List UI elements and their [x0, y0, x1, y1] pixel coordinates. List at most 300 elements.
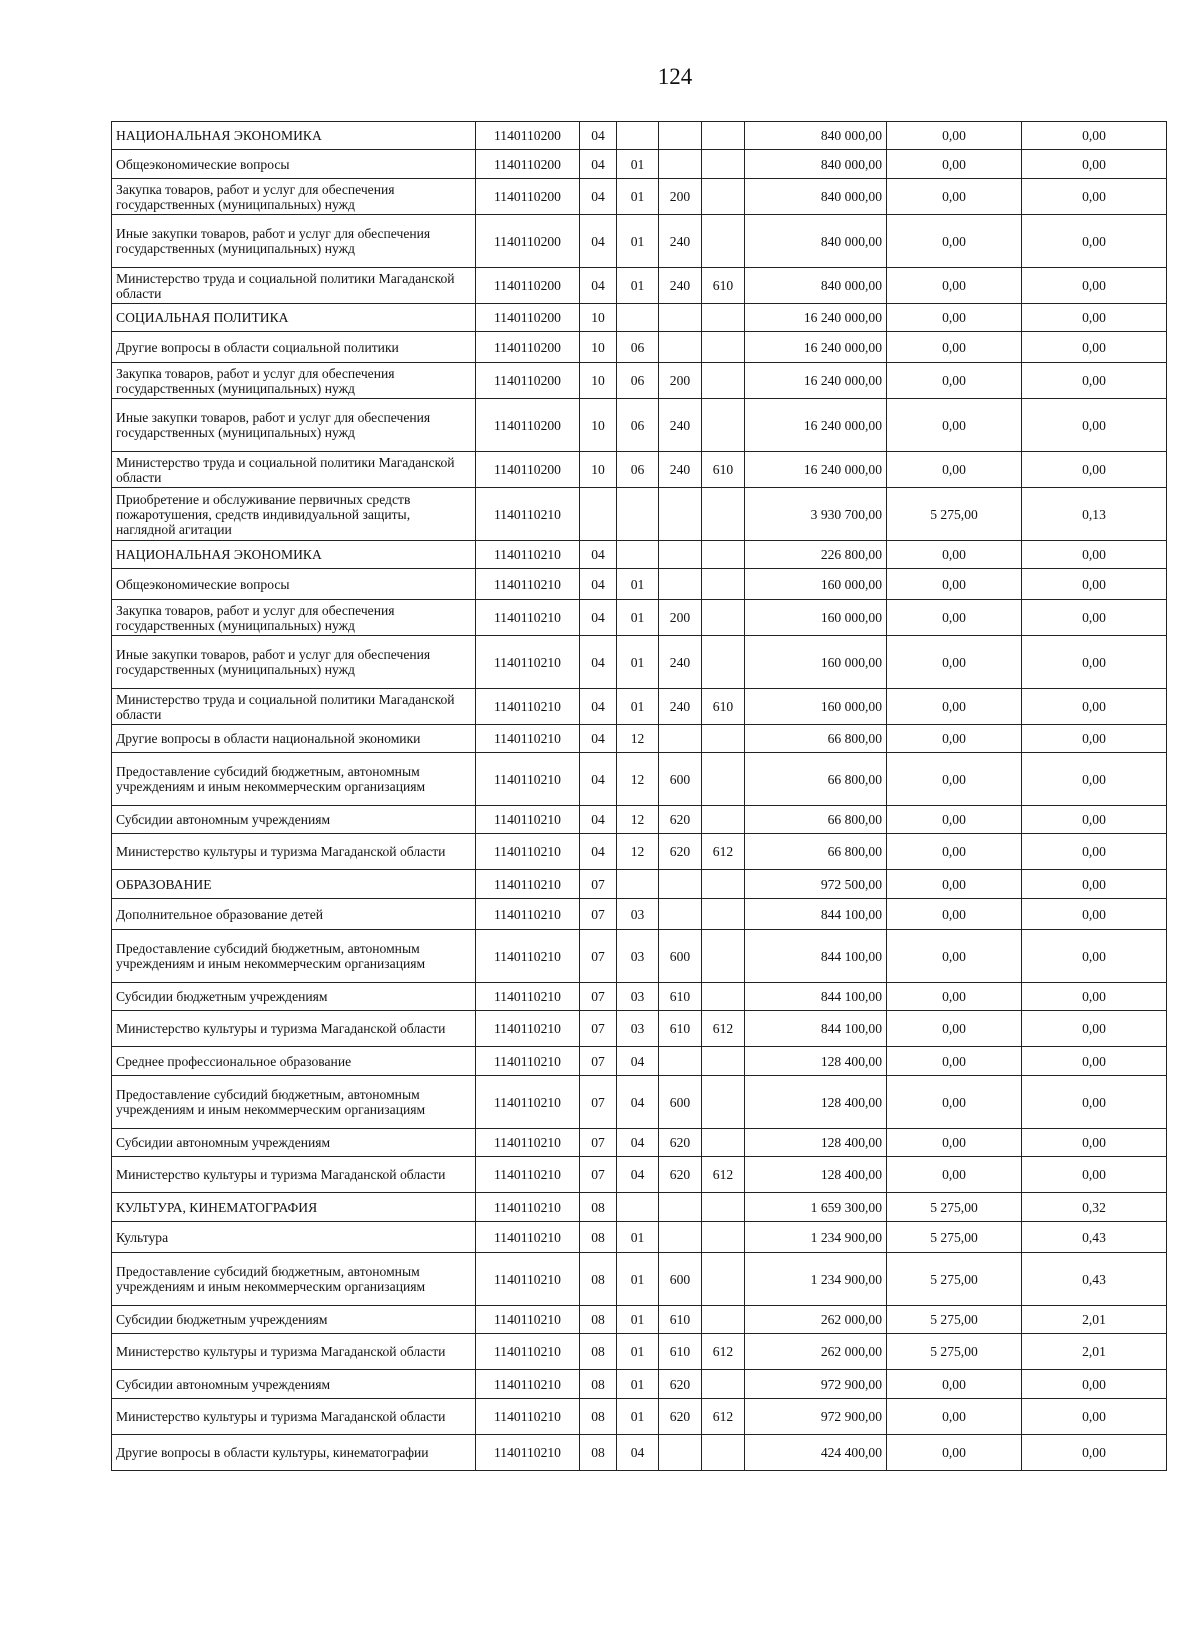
row-section-code: 04 [580, 541, 617, 569]
row-plan-amount: 128 400,00 [745, 1076, 887, 1129]
row-section-code: 08 [580, 1399, 617, 1435]
row-executed-amount: 0,00 [887, 399, 1022, 452]
row-subsection-code: 04 [617, 1157, 659, 1193]
table-row [112, 569, 1167, 600]
row-grbs-code: 612 [702, 1157, 745, 1193]
row-percent: 0,00 [1022, 1011, 1167, 1047]
row-section-code: 04 [580, 806, 617, 834]
row-percent: 0,00 [1022, 600, 1167, 636]
row-percent: 0,00 [1022, 150, 1167, 179]
row-expense-type-code: 620 [659, 834, 702, 870]
row-percent: 0,00 [1022, 268, 1167, 304]
row-grbs-code [702, 1370, 745, 1399]
row-section-code: 04 [580, 834, 617, 870]
table-row [112, 636, 1167, 689]
row-csr-code: 1140110200 [476, 452, 580, 488]
row-percent: 0,13 [1022, 488, 1167, 541]
row-plan-amount: 1 234 900,00 [745, 1253, 887, 1306]
row-csr-code: 1140110210 [476, 636, 580, 689]
row-section-code: 08 [580, 1253, 617, 1306]
row-csr-code: 1140110200 [476, 399, 580, 452]
row-name: Министерство культуры и туризма Магаданской области [112, 1399, 476, 1435]
row-expense-type-code: 200 [659, 363, 702, 399]
row-plan-amount: 840 000,00 [745, 268, 887, 304]
row-executed-amount: 0,00 [887, 834, 1022, 870]
row-plan-amount: 972 900,00 [745, 1399, 887, 1435]
row-subsection-code: 01 [617, 268, 659, 304]
row-plan-amount: 16 240 000,00 [745, 332, 887, 363]
row-grbs-code [702, 215, 745, 268]
row-subsection-code: 12 [617, 725, 659, 753]
row-grbs-code [702, 488, 745, 541]
row-csr-code: 1140110200 [476, 332, 580, 363]
row-grbs-code [702, 399, 745, 452]
table-row [112, 899, 1167, 930]
table-row [112, 1157, 1167, 1193]
row-csr-code: 1140110210 [476, 1435, 580, 1471]
row-expense-type-code: 240 [659, 399, 702, 452]
table-row [112, 834, 1167, 870]
row-executed-amount: 5 275,00 [887, 1193, 1022, 1222]
row-percent: 2,01 [1022, 1306, 1167, 1334]
row-percent: 0,00 [1022, 806, 1167, 834]
row-section-code: 04 [580, 150, 617, 179]
row-name: СОЦИАЛЬНАЯ ПОЛИТИКА [112, 304, 476, 332]
row-grbs-code [702, 899, 745, 930]
row-subsection-code [617, 488, 659, 541]
row-csr-code: 1140110200 [476, 215, 580, 268]
page-number: 124 [657, 64, 693, 89]
row-executed-amount: 0,00 [887, 215, 1022, 268]
row-grbs-code [702, 1129, 745, 1157]
row-percent: 0,00 [1022, 304, 1167, 332]
budget-table [111, 121, 1167, 1471]
table-row [112, 179, 1167, 215]
table-row [112, 268, 1167, 304]
row-csr-code: 1140110210 [476, 569, 580, 600]
row-plan-amount: 3 930 700,00 [745, 488, 887, 541]
row-expense-type-code: 620 [659, 1370, 702, 1399]
row-percent: 0,00 [1022, 1399, 1167, 1435]
row-grbs-code [702, 870, 745, 899]
table-row [112, 399, 1167, 452]
row-name: КУЛЬТУРА, КИНЕМАТОГРАФИЯ [112, 1193, 476, 1222]
row-plan-amount: 844 100,00 [745, 983, 887, 1011]
row-section-code [580, 488, 617, 541]
row-csr-code: 1140110210 [476, 488, 580, 541]
row-expense-type-code: 610 [659, 1334, 702, 1370]
row-executed-amount: 0,00 [887, 541, 1022, 569]
row-section-code: 07 [580, 1129, 617, 1157]
row-executed-amount: 0,00 [887, 689, 1022, 725]
row-expense-type-code: 620 [659, 1399, 702, 1435]
table-row [112, 806, 1167, 834]
row-executed-amount: 0,00 [887, 179, 1022, 215]
row-grbs-code [702, 332, 745, 363]
row-percent: 0,32 [1022, 1193, 1167, 1222]
row-executed-amount: 0,00 [887, 1047, 1022, 1076]
row-percent: 0,00 [1022, 122, 1167, 150]
row-expense-type-code: 240 [659, 689, 702, 725]
row-executed-amount: 0,00 [887, 1435, 1022, 1471]
row-subsection-code [617, 1193, 659, 1222]
row-grbs-code [702, 983, 745, 1011]
row-executed-amount: 0,00 [887, 452, 1022, 488]
row-section-code: 04 [580, 689, 617, 725]
row-name: Иные закупки товаров, работ и услуг для обеспечения государственных (муниципальных) нужд [112, 636, 476, 689]
row-executed-amount: 0,00 [887, 332, 1022, 363]
row-expense-type-code: 240 [659, 268, 702, 304]
table-row [112, 1011, 1167, 1047]
row-subsection-code [617, 304, 659, 332]
row-grbs-code [702, 179, 745, 215]
row-section-code: 07 [580, 930, 617, 983]
table-row [112, 215, 1167, 268]
row-subsection-code: 01 [617, 1306, 659, 1334]
row-csr-code: 1140110210 [476, 1047, 580, 1076]
row-plan-amount: 128 400,00 [745, 1047, 887, 1076]
row-grbs-code: 612 [702, 1399, 745, 1435]
row-name: Другие вопросы в области культуры, кинематографии [112, 1435, 476, 1471]
row-plan-amount: 1 659 300,00 [745, 1193, 887, 1222]
row-csr-code: 1140110210 [476, 930, 580, 983]
row-grbs-code [702, 304, 745, 332]
row-expense-type-code: 620 [659, 806, 702, 834]
row-executed-amount: 0,00 [887, 363, 1022, 399]
row-grbs-code [702, 122, 745, 150]
row-name: Министерство культуры и туризма Магаданской области [112, 1334, 476, 1370]
row-grbs-code [702, 541, 745, 569]
row-name: НАЦИОНАЛЬНАЯ ЭКОНОМИКА [112, 541, 476, 569]
row-expense-type-code [659, 488, 702, 541]
row-name: Закупка товаров, работ и услуг для обеспечения государственных (муниципальных) нужд [112, 179, 476, 215]
row-name: Культура [112, 1222, 476, 1253]
row-plan-amount: 1 234 900,00 [745, 1222, 887, 1253]
budget-table-body [112, 122, 1167, 1471]
row-name: Другие вопросы в области социальной политики [112, 332, 476, 363]
row-plan-amount: 972 500,00 [745, 870, 887, 899]
row-percent: 0,00 [1022, 541, 1167, 569]
row-section-code: 07 [580, 899, 617, 930]
row-plan-amount: 844 100,00 [745, 930, 887, 983]
row-subsection-code: 03 [617, 983, 659, 1011]
row-expense-type-code: 610 [659, 983, 702, 1011]
row-section-code: 10 [580, 332, 617, 363]
row-expense-type-code: 620 [659, 1157, 702, 1193]
row-expense-type-code: 600 [659, 930, 702, 983]
row-plan-amount: 16 240 000,00 [745, 399, 887, 452]
row-plan-amount: 16 240 000,00 [745, 452, 887, 488]
row-section-code: 07 [580, 870, 617, 899]
row-section-code: 04 [580, 600, 617, 636]
row-csr-code: 1140110210 [476, 1076, 580, 1129]
table-row [112, 304, 1167, 332]
table-row [112, 983, 1167, 1011]
row-executed-amount: 0,00 [887, 1011, 1022, 1047]
row-section-code: 08 [580, 1222, 617, 1253]
row-executed-amount: 0,00 [887, 870, 1022, 899]
row-name: Общеэкономические вопросы [112, 150, 476, 179]
row-executed-amount: 0,00 [887, 899, 1022, 930]
row-expense-type-code: 610 [659, 1011, 702, 1047]
row-subsection-code: 12 [617, 753, 659, 806]
row-percent: 0,43 [1022, 1253, 1167, 1306]
row-name: Министерство культуры и туризма Магаданской области [112, 1011, 476, 1047]
row-executed-amount: 0,00 [887, 1157, 1022, 1193]
row-subsection-code: 12 [617, 806, 659, 834]
row-percent: 0,00 [1022, 452, 1167, 488]
row-name: Иные закупки товаров, работ и услуг для обеспечения государственных (муниципальных) нужд [112, 215, 476, 268]
row-subsection-code: 01 [617, 1399, 659, 1435]
row-subsection-code: 01 [617, 1370, 659, 1399]
row-executed-amount: 0,00 [887, 304, 1022, 332]
row-section-code: 07 [580, 1047, 617, 1076]
row-percent: 2,01 [1022, 1334, 1167, 1370]
row-executed-amount: 0,00 [887, 1370, 1022, 1399]
table-row [112, 1306, 1167, 1334]
row-name: Субсидии автономным учреждениям [112, 1129, 476, 1157]
row-percent: 0,00 [1022, 636, 1167, 689]
row-section-code: 04 [580, 268, 617, 304]
row-executed-amount: 0,00 [887, 983, 1022, 1011]
row-section-code: 07 [580, 983, 617, 1011]
row-section-code: 04 [580, 215, 617, 268]
row-grbs-code [702, 569, 745, 600]
row-expense-type-code: 600 [659, 1253, 702, 1306]
row-percent: 0,00 [1022, 1435, 1167, 1471]
row-name: НАЦИОНАЛЬНАЯ ЭКОНОМИКА [112, 122, 476, 150]
row-csr-code: 1140110210 [476, 1222, 580, 1253]
row-plan-amount: 128 400,00 [745, 1157, 887, 1193]
row-percent: 0,00 [1022, 1370, 1167, 1399]
row-subsection-code: 01 [617, 179, 659, 215]
row-plan-amount: 262 000,00 [745, 1306, 887, 1334]
row-section-code: 08 [580, 1334, 617, 1370]
row-grbs-code [702, 636, 745, 689]
table-row [112, 600, 1167, 636]
row-grbs-code: 610 [702, 268, 745, 304]
row-executed-amount: 0,00 [887, 150, 1022, 179]
row-subsection-code: 06 [617, 332, 659, 363]
row-subsection-code: 12 [617, 834, 659, 870]
row-subsection-code: 01 [617, 215, 659, 268]
row-csr-code: 1140110210 [476, 1399, 580, 1435]
row-subsection-code: 01 [617, 1253, 659, 1306]
row-csr-code: 1140110210 [476, 1157, 580, 1193]
row-name: Общеэкономические вопросы [112, 569, 476, 600]
row-plan-amount: 66 800,00 [745, 806, 887, 834]
row-subsection-code: 04 [617, 1129, 659, 1157]
row-expense-type-code [659, 541, 702, 569]
row-csr-code: 1140110210 [476, 870, 580, 899]
row-expense-type-code [659, 304, 702, 332]
table-row [112, 1370, 1167, 1399]
row-grbs-code: 612 [702, 1334, 745, 1370]
row-csr-code: 1140110210 [476, 689, 580, 725]
row-plan-amount: 16 240 000,00 [745, 304, 887, 332]
row-executed-amount: 5 275,00 [887, 1334, 1022, 1370]
row-section-code: 10 [580, 452, 617, 488]
table-row [112, 930, 1167, 983]
row-section-code: 04 [580, 122, 617, 150]
row-plan-amount: 16 240 000,00 [745, 363, 887, 399]
row-grbs-code [702, 1306, 745, 1334]
row-grbs-code [702, 930, 745, 983]
row-subsection-code: 01 [617, 636, 659, 689]
row-csr-code: 1140110210 [476, 1334, 580, 1370]
row-percent: 0,00 [1022, 179, 1167, 215]
row-grbs-code [702, 1253, 745, 1306]
row-plan-amount: 66 800,00 [745, 834, 887, 870]
row-percent: 0,00 [1022, 725, 1167, 753]
row-executed-amount: 0,00 [887, 1076, 1022, 1129]
row-expense-type-code [659, 332, 702, 363]
row-csr-code: 1140110210 [476, 983, 580, 1011]
row-grbs-code: 612 [702, 1011, 745, 1047]
row-subsection-code: 03 [617, 930, 659, 983]
table-row [112, 1076, 1167, 1129]
row-expense-type-code [659, 870, 702, 899]
row-section-code: 04 [580, 636, 617, 689]
row-name: Среднее профессиональное образование [112, 1047, 476, 1076]
row-percent: 0,43 [1022, 1222, 1167, 1253]
row-grbs-code: 610 [702, 452, 745, 488]
row-percent: 0,00 [1022, 930, 1167, 983]
row-executed-amount: 0,00 [887, 268, 1022, 304]
row-name: Предоставление субсидий бюджетным, автономным учреждениям и иным некоммерческим организациям [112, 1253, 476, 1306]
row-grbs-code: 612 [702, 834, 745, 870]
table-row [112, 488, 1167, 541]
row-csr-code: 1140110210 [476, 1129, 580, 1157]
row-csr-code: 1140110210 [476, 1306, 580, 1334]
row-section-code: 07 [580, 1157, 617, 1193]
row-name: Приобретение и обслуживание первичных средств пожаротушения, средств индивидуальной защиты, наглядной агитации [112, 488, 476, 541]
table-row [112, 1222, 1167, 1253]
row-csr-code: 1140110210 [476, 1011, 580, 1047]
row-subsection-code: 06 [617, 363, 659, 399]
row-executed-amount: 0,00 [887, 636, 1022, 689]
row-csr-code: 1140110210 [476, 834, 580, 870]
row-section-code: 10 [580, 399, 617, 452]
row-subsection-code: 01 [617, 689, 659, 725]
row-name: Субсидии автономным учреждениям [112, 806, 476, 834]
row-expense-type-code: 610 [659, 1306, 702, 1334]
row-name: Иные закупки товаров, работ и услуг для обеспечения государственных (муниципальных) нужд [112, 399, 476, 452]
row-subsection-code [617, 870, 659, 899]
row-percent: 0,00 [1022, 363, 1167, 399]
row-csr-code: 1140110200 [476, 179, 580, 215]
row-expense-type-code [659, 569, 702, 600]
row-csr-code: 1140110200 [476, 268, 580, 304]
row-csr-code: 1140110200 [476, 363, 580, 399]
row-section-code: 04 [580, 179, 617, 215]
row-executed-amount: 5 275,00 [887, 1253, 1022, 1306]
row-executed-amount: 0,00 [887, 1399, 1022, 1435]
row-percent: 0,00 [1022, 569, 1167, 600]
row-expense-type-code [659, 150, 702, 179]
row-csr-code: 1140110210 [476, 806, 580, 834]
row-plan-amount: 840 000,00 [745, 122, 887, 150]
row-executed-amount: 5 275,00 [887, 1306, 1022, 1334]
row-executed-amount: 0,00 [887, 930, 1022, 983]
row-percent: 0,00 [1022, 332, 1167, 363]
row-subsection-code: 06 [617, 452, 659, 488]
row-plan-amount: 226 800,00 [745, 541, 887, 569]
row-expense-type-code [659, 1222, 702, 1253]
row-name: Закупка товаров, работ и услуг для обеспечения государственных (муниципальных) нужд [112, 600, 476, 636]
table-row [112, 122, 1167, 150]
row-csr-code: 1140110210 [476, 541, 580, 569]
row-grbs-code [702, 806, 745, 834]
row-name: Закупка товаров, работ и услуг для обеспечения государственных (муниципальных) нужд [112, 363, 476, 399]
row-plan-amount: 160 000,00 [745, 636, 887, 689]
row-expense-type-code [659, 899, 702, 930]
row-plan-amount: 844 100,00 [745, 899, 887, 930]
row-executed-amount: 0,00 [887, 753, 1022, 806]
row-name: Министерство труда и социальной политики Магаданской области [112, 268, 476, 304]
row-expense-type-code [659, 1047, 702, 1076]
row-plan-amount: 160 000,00 [745, 600, 887, 636]
row-subsection-code: 01 [617, 569, 659, 600]
row-section-code: 10 [580, 304, 617, 332]
row-expense-type-code: 200 [659, 179, 702, 215]
row-percent: 0,00 [1022, 399, 1167, 452]
row-expense-type-code: 240 [659, 215, 702, 268]
row-percent: 0,00 [1022, 215, 1167, 268]
row-executed-amount: 5 275,00 [887, 488, 1022, 541]
row-csr-code: 1140110200 [476, 150, 580, 179]
table-row [112, 870, 1167, 899]
row-name: Предоставление субсидий бюджетным, автономным учреждениям и иным некоммерческим организациям [112, 753, 476, 806]
row-grbs-code [702, 363, 745, 399]
row-percent: 0,00 [1022, 753, 1167, 806]
row-subsection-code: 04 [617, 1076, 659, 1129]
row-subsection-code: 03 [617, 899, 659, 930]
row-csr-code: 1140110210 [476, 899, 580, 930]
row-grbs-code [702, 1047, 745, 1076]
row-name: Министерство труда и социальной политики Магаданской области [112, 452, 476, 488]
row-name: Предоставление субсидий бюджетным, автономным учреждениям и иным некоммерческим организациям [112, 930, 476, 983]
row-executed-amount: 0,00 [887, 725, 1022, 753]
row-expense-type-code: 600 [659, 1076, 702, 1129]
row-percent: 0,00 [1022, 1129, 1167, 1157]
row-csr-code: 1140110210 [476, 1370, 580, 1399]
table-row [112, 1253, 1167, 1306]
row-subsection-code: 04 [617, 1047, 659, 1076]
row-percent: 0,00 [1022, 834, 1167, 870]
row-section-code: 08 [580, 1435, 617, 1471]
table-row [112, 753, 1167, 806]
row-percent: 0,00 [1022, 1047, 1167, 1076]
row-subsection-code: 01 [617, 600, 659, 636]
row-plan-amount: 128 400,00 [745, 1129, 887, 1157]
row-expense-type-code: 620 [659, 1129, 702, 1157]
row-executed-amount: 5 275,00 [887, 1222, 1022, 1253]
row-csr-code: 1140110200 [476, 122, 580, 150]
row-plan-amount: 844 100,00 [745, 1011, 887, 1047]
table-row [112, 689, 1167, 725]
row-executed-amount: 0,00 [887, 806, 1022, 834]
row-expense-type-code [659, 725, 702, 753]
row-percent: 0,00 [1022, 870, 1167, 899]
row-csr-code: 1140110210 [476, 1253, 580, 1306]
row-name: Другие вопросы в области национальной экономики [112, 725, 476, 753]
row-expense-type-code [659, 122, 702, 150]
row-grbs-code [702, 1435, 745, 1471]
row-plan-amount: 66 800,00 [745, 753, 887, 806]
table-row [112, 1435, 1167, 1471]
row-section-code: 04 [580, 753, 617, 806]
